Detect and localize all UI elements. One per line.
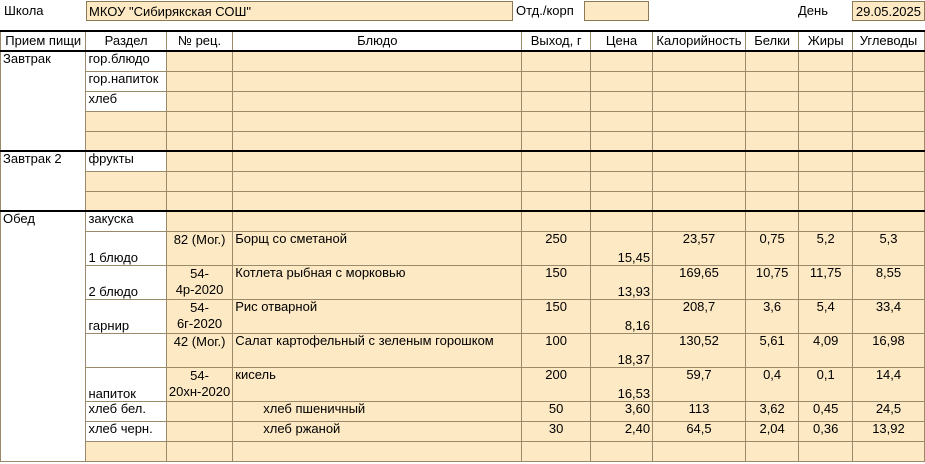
output-cell[interactable]: 100 (522, 333, 591, 367)
header-bar (0, 0, 925, 30)
recipe-cell[interactable]: 54-4р-2020 (166, 265, 232, 299)
table-row (1, 231, 925, 265)
dept-field[interactable] (584, 1, 649, 21)
fat-cell[interactable]: 0,1 (799, 367, 853, 401)
price-cell[interactable]: 16,53 (590, 367, 652, 401)
output-cell[interactable]: 150 (522, 265, 591, 299)
fat-cell[interactable]: 0,45 (799, 401, 853, 421)
protein-cell[interactable]: 10,75 (745, 265, 799, 299)
carbs-cell[interactable]: 33,4 (852, 299, 924, 333)
dish-cell[interactable]: Рис отварной (233, 299, 522, 333)
section-cell[interactable]: гор.напиток (86, 71, 166, 91)
section-cell[interactable] (86, 333, 166, 367)
table-row (1, 211, 925, 231)
col-header-kcal: Калорийность (653, 31, 746, 51)
protein-cell[interactable]: 3,62 (745, 401, 799, 421)
carbs-cell[interactable]: 8,55 (852, 265, 924, 299)
fat-cell[interactable]: 11,75 (799, 265, 853, 299)
meal-label-lunch: Обед (1, 211, 86, 461)
table-row (1, 51, 925, 71)
kcal-cell[interactable]: 23,57 (653, 231, 746, 265)
section-cell[interactable]: закуска (86, 211, 166, 231)
kcal-cell[interactable]: 208,7 (653, 299, 746, 333)
dish-cell[interactable]: хлеб ржаной (233, 421, 522, 441)
table-row (1, 91, 925, 111)
carbs-cell[interactable]: 13,92 (852, 421, 924, 441)
col-header-protein: Белки (745, 31, 799, 51)
protein-cell[interactable]: 5,61 (745, 333, 799, 367)
output-cell[interactable]: 250 (522, 231, 591, 265)
output-cell[interactable]: 200 (522, 367, 591, 401)
recipe-cell[interactable]: 54-20хн-2020 (166, 367, 232, 401)
table-row (1, 171, 925, 191)
section-cell[interactable]: гарнир (86, 299, 166, 333)
section-cell[interactable]: хлеб черн. (86, 421, 166, 441)
menu-table (0, 30, 925, 462)
kcal-cell[interactable]: 169,65 (653, 265, 746, 299)
table-row (1, 265, 925, 299)
col-header-carbs: Углеводы (852, 31, 924, 51)
table-row (1, 191, 925, 211)
table-row (1, 299, 925, 333)
section-cell[interactable]: напиток (86, 367, 166, 401)
recipe-cell[interactable]: 82 (Мог.) (166, 231, 232, 265)
kcal-cell[interactable]: 130,52 (653, 333, 746, 367)
dish-cell[interactable]: хлеб пшеничный (233, 401, 522, 421)
section-cell[interactable]: хлеб (86, 91, 166, 111)
section-cell[interactable]: 2 блюдо (86, 265, 166, 299)
section-cell[interactable]: хлеб бел. (86, 401, 166, 421)
kcal-cell[interactable]: 64,5 (653, 421, 746, 441)
protein-cell[interactable]: 0,75 (745, 231, 799, 265)
price-cell[interactable]: 18,37 (590, 333, 652, 367)
recipe-cell[interactable]: 54-6г-2020 (166, 299, 232, 333)
col-header-recipe: № рец. (166, 31, 232, 51)
day-field[interactable]: 29.05.2025 (852, 1, 925, 21)
col-header-price: Цена (590, 31, 652, 51)
dish-cell[interactable]: Борщ со сметаной (233, 231, 522, 265)
dish-cell[interactable]: кисель (233, 367, 522, 401)
col-header-output: Выход, г (522, 31, 591, 51)
meal-label-breakfast: Завтрак (1, 51, 86, 151)
protein-cell[interactable]: 0,4 (745, 367, 799, 401)
table-header-row (1, 31, 925, 51)
kcal-cell[interactable]: 59,7 (653, 367, 746, 401)
table-row (1, 421, 925, 441)
table-row (1, 151, 925, 171)
table-row (1, 367, 925, 401)
school-field[interactable]: МКОУ "Сибирякская СОШ" (86, 1, 513, 21)
output-cell[interactable]: 50 (522, 401, 591, 421)
col-header-meal: Прием пищи (1, 31, 86, 51)
section-cell[interactable]: фрукты (86, 151, 166, 171)
fat-cell[interactable]: 5,2 (799, 231, 853, 265)
table-row (1, 441, 925, 461)
meal-label-breakfast2: Завтрак 2 (1, 151, 86, 211)
recipe-cell[interactable] (166, 421, 232, 441)
recipe-cell[interactable] (166, 401, 232, 421)
fat-cell[interactable]: 0,36 (799, 421, 853, 441)
recipe-cell[interactable]: 42 (Мог.) (166, 333, 232, 367)
protein-cell[interactable]: 2,04 (745, 421, 799, 441)
carbs-cell[interactable]: 24,5 (852, 401, 924, 421)
fat-cell[interactable]: 5,4 (799, 299, 853, 333)
output-cell[interactable]: 30 (522, 421, 591, 441)
price-cell[interactable]: 3,60 (590, 401, 652, 421)
table-row (1, 401, 925, 421)
col-header-fat: Жиры (799, 31, 853, 51)
protein-cell[interactable]: 3,6 (745, 299, 799, 333)
price-cell[interactable]: 13,93 (590, 265, 652, 299)
section-cell[interactable]: 1 блюдо (86, 231, 166, 265)
carbs-cell[interactable]: 5,3 (852, 231, 924, 265)
table-row (1, 131, 925, 151)
kcal-cell[interactable]: 113 (653, 401, 746, 421)
table-row (1, 111, 925, 131)
fat-cell[interactable]: 4,09 (799, 333, 853, 367)
dish-cell[interactable]: Котлета рыбная с морковью (233, 265, 522, 299)
dept-label: Отд./корп (516, 3, 574, 18)
price-cell[interactable]: 2,40 (590, 421, 652, 441)
carbs-cell[interactable]: 14,4 (852, 367, 924, 401)
col-header-section: Раздел (86, 31, 166, 51)
dish-cell[interactable]: Салат картофельный с зеленым горошком (233, 333, 522, 367)
table-row (1, 333, 925, 367)
day-label: День (798, 3, 828, 18)
table-row (1, 71, 925, 91)
price-cell[interactable]: 15,45 (590, 231, 652, 265)
col-header-dish: Блюдо (233, 31, 522, 51)
output-cell[interactable]: 150 (522, 299, 591, 333)
school-label: Школа (4, 3, 44, 18)
price-cell[interactable]: 8,16 (590, 299, 652, 333)
carbs-cell[interactable]: 16,98 (852, 333, 924, 367)
section-cell[interactable]: гор.блюдо (86, 51, 166, 71)
